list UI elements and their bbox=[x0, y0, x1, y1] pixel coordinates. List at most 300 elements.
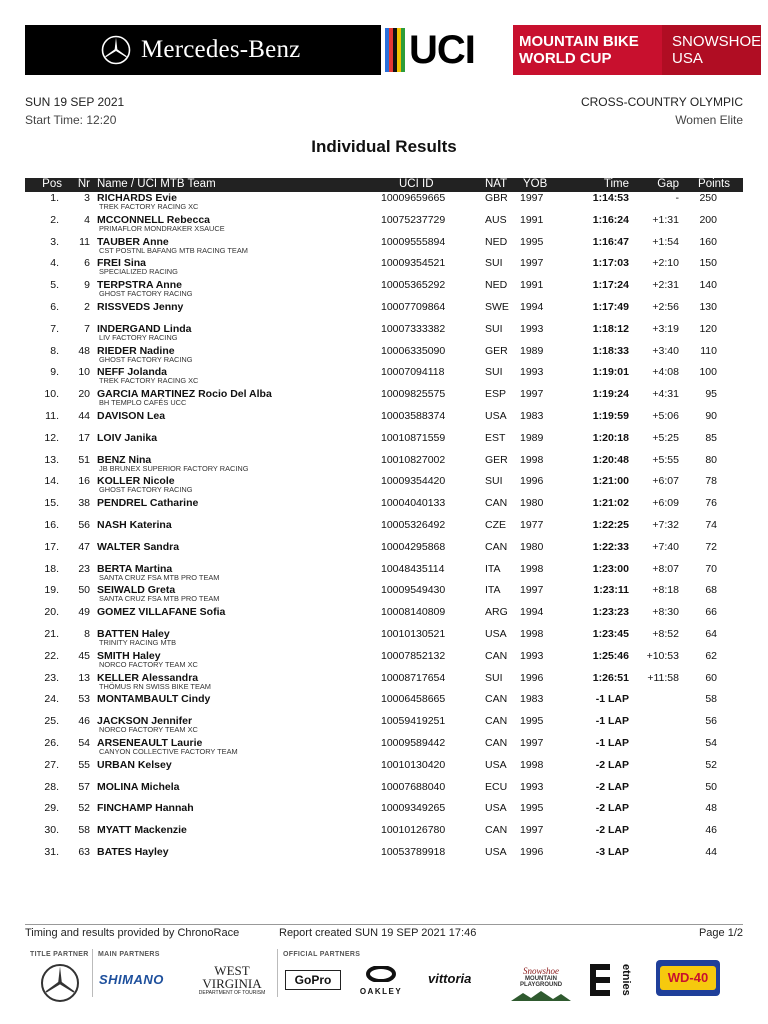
result-pos: 29. bbox=[44, 802, 59, 815]
wd40-logo bbox=[656, 960, 720, 996]
result-gap: +8:52 bbox=[652, 628, 679, 640]
rider-name: KELLER Alessandra bbox=[97, 671, 199, 684]
result-time: -3 LAP bbox=[595, 846, 629, 858]
result-points: 66 bbox=[705, 606, 717, 619]
rider-yob: 1997 bbox=[520, 192, 544, 204]
rider-nationality: CAN bbox=[485, 540, 508, 553]
oakley-ellipse-icon bbox=[366, 966, 396, 982]
result-nr: 49 bbox=[78, 606, 90, 619]
rider-uci-id: 10009589442 bbox=[381, 737, 446, 749]
rider-uci-id: 10010130420 bbox=[381, 758, 446, 771]
result-nr: 11 bbox=[79, 235, 90, 248]
result-gap: +5:25 bbox=[652, 431, 679, 444]
rider-nationality: ITA bbox=[485, 584, 501, 597]
result-pos: 24. bbox=[44, 693, 59, 706]
result-time: 1:21:00 bbox=[592, 475, 629, 488]
result-points: 100 bbox=[699, 366, 717, 379]
table-row bbox=[25, 737, 743, 758]
rider-team: NORCO FACTORY TEAM XC bbox=[99, 725, 198, 735]
result-time: -1 LAP bbox=[595, 715, 629, 728]
rider-name: MYATT Mackenzie bbox=[97, 824, 187, 837]
table-row bbox=[25, 301, 743, 322]
result-time: 1:18:12 bbox=[592, 322, 629, 335]
result-time: -2 LAP bbox=[595, 758, 629, 771]
rider-name: JACKSON Jennifer bbox=[97, 715, 193, 728]
result-nr: 53 bbox=[78, 693, 90, 706]
rider-uci-id: 10048435114 bbox=[381, 562, 445, 575]
table-row bbox=[25, 432, 743, 453]
rider-uci-id: 10007333382 bbox=[381, 322, 446, 335]
rider-name: INDERGAND Linda bbox=[97, 322, 192, 335]
table-row bbox=[25, 628, 743, 649]
result-pos: 16. bbox=[44, 519, 59, 531]
result-time: 1:26:51 bbox=[592, 671, 629, 684]
table-row bbox=[25, 454, 743, 475]
event-line-1: MOUNTAIN BIKE bbox=[519, 33, 639, 50]
rider-team: SANTA CRUZ FSA MTB PRO TEAM bbox=[99, 594, 220, 604]
rider-name: DAVISON Lea bbox=[97, 410, 166, 422]
result-points: 62 bbox=[705, 649, 717, 662]
result-nr: 3 bbox=[84, 192, 90, 204]
result-pos: 20. bbox=[44, 606, 59, 619]
rider-uci-id: 10004040133 bbox=[381, 497, 446, 510]
result-time: 1:17:24 bbox=[592, 279, 629, 292]
result-time: 1:23:23 bbox=[592, 606, 629, 619]
rider-nationality: CAN bbox=[485, 715, 508, 728]
result-nr: 8 bbox=[84, 628, 90, 640]
table-row bbox=[25, 759, 743, 780]
result-time: 1:23:11 bbox=[593, 584, 629, 597]
table-row bbox=[25, 497, 743, 518]
result-pos: 4. bbox=[50, 257, 59, 270]
rider-nationality: ECU bbox=[485, 780, 508, 793]
rider-nationality: CAN bbox=[485, 737, 508, 749]
result-points: 60 bbox=[705, 671, 717, 684]
rider-name: BENZ Nina bbox=[97, 453, 152, 466]
table-row bbox=[25, 584, 743, 605]
result-time: -1 LAP bbox=[595, 737, 629, 749]
result-pos: 12. bbox=[44, 431, 59, 444]
rider-name: FINCHAMP Hannah bbox=[97, 802, 194, 815]
rider-team: SANTA CRUZ FSA MTB PRO TEAM bbox=[99, 572, 220, 582]
rider-team: BH TEMPLO CAFÉS UCC bbox=[99, 398, 187, 408]
rider-yob: 1997 bbox=[520, 257, 544, 270]
rider-yob: 1996 bbox=[520, 671, 544, 684]
result-points: 80 bbox=[705, 453, 717, 466]
header-banner bbox=[25, 25, 762, 75]
col-name: Name / UCI MTB Team bbox=[97, 178, 216, 190]
result-points: 78 bbox=[705, 475, 717, 488]
result-nr: 57 bbox=[78, 780, 90, 793]
table-row bbox=[25, 846, 743, 867]
result-points: 54 bbox=[705, 737, 717, 749]
snowshoe-logo bbox=[505, 966, 577, 1006]
table-row bbox=[25, 279, 743, 300]
result-nr: 13 bbox=[78, 671, 90, 684]
rider-name: RICHARDS Evie bbox=[97, 192, 177, 204]
result-gap: +2:56 bbox=[652, 301, 679, 313]
rider-uci-id: 10009549430 bbox=[381, 584, 446, 597]
title-partner-name: Mercedes-Benz bbox=[141, 36, 301, 63]
result-pos: 18. bbox=[44, 562, 59, 575]
result-gap: +3:40 bbox=[652, 344, 679, 357]
result-nr: 4 bbox=[84, 213, 90, 226]
rider-nationality: EST bbox=[485, 431, 506, 444]
rider-uci-id: 10009659665 bbox=[381, 192, 446, 204]
result-gap: +2:31 bbox=[652, 279, 679, 292]
result-gap: +4:31 bbox=[652, 388, 679, 401]
result-points: 74 bbox=[705, 519, 717, 531]
rider-yob: 1998 bbox=[520, 562, 544, 575]
result-nr: 17 bbox=[78, 431, 90, 444]
rider-nationality: SUI bbox=[485, 475, 503, 488]
result-time: 1:18:33 bbox=[592, 344, 629, 357]
rider-uci-id: 10005326492 bbox=[381, 519, 446, 531]
result-pos: 31. bbox=[44, 846, 59, 858]
rider-team: TRINITY RACING MTB bbox=[99, 638, 177, 647]
mercedes-logo-icon bbox=[40, 963, 80, 1003]
page-number: Page 1/2 bbox=[698, 927, 743, 939]
result-points: 56 bbox=[705, 715, 717, 728]
results-table-header bbox=[25, 178, 743, 192]
result-gap: +10:53 bbox=[646, 649, 679, 662]
result-points: 46 bbox=[705, 824, 717, 837]
col-points: Points bbox=[698, 178, 730, 190]
result-pos: 19. bbox=[44, 584, 59, 597]
rider-nationality: CAN bbox=[485, 824, 508, 837]
result-nr: 23 bbox=[78, 562, 90, 575]
result-gap: +4:08 bbox=[652, 366, 679, 379]
result-time: 1:16:47 bbox=[592, 235, 629, 248]
rider-uci-id: 10009354521 bbox=[381, 257, 446, 270]
result-time: 1:20:48 bbox=[592, 453, 629, 466]
result-time: 1:22:25 bbox=[592, 519, 629, 531]
result-nr: 47 bbox=[78, 540, 90, 553]
rider-uci-id: 10010126780 bbox=[381, 824, 446, 837]
rider-name: PENDREL Catharine bbox=[97, 497, 199, 510]
result-time: 1:17:49 bbox=[592, 301, 629, 313]
timing-credit: Timing and results provided by ChronoRace bbox=[25, 927, 240, 939]
rider-yob: 1998 bbox=[520, 758, 544, 771]
rider-uci-id: 10010130521 bbox=[381, 628, 446, 640]
rider-uci-id: 10007709864 bbox=[381, 301, 446, 313]
result-pos: 28. bbox=[44, 780, 59, 793]
col-uci-id: UCI ID bbox=[399, 178, 434, 190]
rider-team: LIV FACTORY RACING bbox=[99, 332, 178, 342]
table-row bbox=[25, 563, 743, 584]
category: Women Elite bbox=[675, 113, 743, 127]
rider-team: GHOST FACTORY RACING bbox=[99, 354, 193, 364]
rider-uci-id: 10009349265 bbox=[381, 802, 446, 815]
rider-yob: 1989 bbox=[520, 431, 544, 444]
rider-name: TAUBER Anne bbox=[97, 235, 169, 248]
rider-yob: 1995 bbox=[520, 715, 544, 728]
oakley-logo bbox=[352, 966, 410, 996]
result-nr: 63 bbox=[78, 846, 90, 858]
rider-team: JB BRUNEX SUPERIOR FACTORY RACING bbox=[99, 463, 249, 473]
rider-name: TERPSTRA Anne bbox=[97, 279, 182, 292]
rider-nationality: ESP bbox=[485, 388, 507, 401]
result-nr: 54 bbox=[78, 737, 90, 749]
result-nr: 56 bbox=[78, 519, 90, 531]
result-points: 64 bbox=[705, 628, 717, 640]
result-nr: 9 bbox=[84, 279, 90, 292]
result-time: -1 LAP bbox=[595, 693, 629, 706]
result-nr: 10 bbox=[78, 366, 90, 379]
rider-team: GHOST FACTORY RACING bbox=[99, 289, 193, 299]
vittoria-logo: vittoria bbox=[428, 971, 472, 986]
rider-uci-id: 10008717654 bbox=[381, 671, 446, 684]
rider-nationality: CAN bbox=[485, 497, 508, 510]
result-points: 76 bbox=[705, 497, 717, 510]
venue-line-1: SNOWSHOE bbox=[672, 33, 762, 50]
rider-uci-id: 10010827002 bbox=[381, 453, 446, 466]
rider-name: BATES Hayley bbox=[97, 846, 169, 858]
result-points: 110 bbox=[700, 344, 717, 357]
title-partner-banner bbox=[25, 25, 381, 75]
result-gap: +5:06 bbox=[652, 410, 679, 422]
result-points: 120 bbox=[699, 322, 717, 335]
result-pos: 14. bbox=[44, 475, 59, 488]
rider-yob: 1977 bbox=[520, 519, 544, 531]
table-row bbox=[25, 824, 743, 845]
snowshoe-line-1: Snowshoe bbox=[523, 966, 559, 976]
rider-yob: 1996 bbox=[520, 846, 544, 858]
rider-name: NEFF Jolanda bbox=[97, 366, 168, 379]
result-pos: 22. bbox=[44, 649, 59, 662]
result-nr: 48 bbox=[78, 344, 90, 357]
table-row bbox=[25, 236, 743, 257]
rider-name: WALTER Sandra bbox=[97, 540, 180, 553]
result-time: 1:23:00 bbox=[592, 562, 629, 575]
result-points: 50 bbox=[705, 780, 717, 793]
page-title: Individual Results bbox=[311, 137, 457, 156]
rider-yob: 1997 bbox=[520, 737, 544, 749]
result-time: 1:21:02 bbox=[592, 497, 629, 510]
rider-uci-id: 10059419251 bbox=[381, 715, 446, 728]
result-pos: 15. bbox=[44, 497, 59, 510]
rider-yob: 1994 bbox=[520, 301, 544, 313]
result-pos: 26. bbox=[44, 737, 59, 749]
title-partner-label: TITLE PARTNER bbox=[30, 951, 89, 958]
result-pos: 6. bbox=[50, 301, 59, 313]
rider-nationality: USA bbox=[485, 802, 507, 815]
table-row bbox=[25, 606, 743, 627]
mercedes-star-icon bbox=[101, 35, 131, 65]
result-time: 1:19:24 bbox=[592, 388, 629, 401]
result-time: 1:20:18 bbox=[592, 431, 629, 444]
result-pos: 25. bbox=[44, 715, 59, 728]
rider-name: MCCONNELL Rebecca bbox=[97, 213, 210, 226]
table-row bbox=[25, 475, 743, 496]
wv-line-1: WEST bbox=[214, 963, 250, 978]
rider-nationality: USA bbox=[485, 628, 507, 640]
result-nr: 45 bbox=[78, 649, 90, 662]
rider-uci-id: 10053789918 bbox=[381, 846, 446, 858]
report-created: Report created SUN 19 SEP 2021 17:46 bbox=[279, 927, 477, 939]
wv-line-3: DEPARTMENT OF TOURISM bbox=[198, 990, 266, 996]
etnies-text: etnies bbox=[620, 964, 632, 996]
rider-yob: 1996 bbox=[520, 475, 544, 488]
rider-yob: 1995 bbox=[520, 235, 544, 248]
rider-yob: 1989 bbox=[520, 344, 544, 357]
result-pos: 2. bbox=[50, 213, 59, 226]
result-points: 44 bbox=[705, 846, 717, 858]
rider-nationality: SWE bbox=[485, 301, 509, 313]
rider-yob: 1994 bbox=[520, 606, 544, 619]
rider-uci-id: 10075237729 bbox=[381, 213, 446, 226]
col-nr: Nr bbox=[77, 178, 90, 190]
result-pos: 11. bbox=[45, 410, 59, 422]
rider-name: BATTEN Haley bbox=[97, 628, 170, 640]
race-date: SUN 19 SEP 2021 bbox=[25, 95, 125, 109]
result-pos: 30. bbox=[44, 824, 59, 837]
rider-team: NORCO FACTORY TEAM XC bbox=[99, 659, 198, 669]
rider-team: THÖMUS RN SWISS BIKE TEAM bbox=[99, 681, 211, 691]
rider-yob: 1997 bbox=[520, 584, 544, 597]
rider-name: URBAN Kelsey bbox=[97, 758, 172, 771]
rider-nationality: USA bbox=[485, 846, 507, 858]
rider-uci-id: 10005365292 bbox=[381, 279, 446, 292]
result-nr: 46 bbox=[78, 715, 90, 728]
result-nr: 2 bbox=[84, 301, 90, 313]
rider-nationality: SUI bbox=[485, 671, 503, 684]
result-points: 95 bbox=[705, 388, 717, 401]
rider-team: GHOST FACTORY RACING bbox=[99, 485, 193, 495]
etnies-logo bbox=[590, 962, 642, 998]
result-time: 1:23:45 bbox=[592, 628, 629, 640]
rider-name: KOLLER Nicole bbox=[97, 475, 175, 488]
footer-divider bbox=[25, 924, 743, 925]
result-gap: +11:58 bbox=[647, 671, 679, 684]
col-yob: YOB bbox=[523, 178, 548, 190]
col-gap: Gap bbox=[657, 178, 679, 190]
result-time: 1:19:59 bbox=[592, 410, 629, 422]
rider-yob: 1980 bbox=[520, 540, 544, 553]
rider-yob: 1998 bbox=[520, 453, 544, 466]
rider-name: LOIV Janika bbox=[97, 431, 158, 444]
rider-yob: 1991 bbox=[520, 279, 544, 292]
result-pos: 17. bbox=[44, 540, 59, 553]
result-points: 90 bbox=[705, 410, 717, 422]
rider-nationality: USA bbox=[485, 410, 507, 422]
official-partners-label: OFFICIAL PARTNERS bbox=[283, 951, 361, 958]
rider-name: RISSVEDS Jenny bbox=[97, 301, 184, 313]
event-name bbox=[513, 25, 662, 75]
rider-nationality: GER bbox=[485, 344, 508, 357]
result-nr: 6 bbox=[84, 257, 90, 270]
result-pos: 9. bbox=[50, 366, 59, 379]
wv-line-2: VIRGINIA bbox=[202, 976, 262, 991]
table-row bbox=[25, 802, 743, 823]
table-row bbox=[25, 345, 743, 366]
result-nr: 52 bbox=[78, 802, 90, 815]
result-nr: 16 bbox=[78, 475, 90, 488]
rider-uci-id: 10008140809 bbox=[381, 606, 446, 619]
rider-nationality: ITA bbox=[485, 562, 501, 575]
result-points: 68 bbox=[705, 584, 717, 597]
result-gap: +7:40 bbox=[652, 540, 679, 553]
rider-name: MONTAMBAULT Cindy bbox=[97, 693, 211, 706]
rider-yob: 1983 bbox=[520, 693, 544, 706]
result-gap: +6:09 bbox=[652, 497, 679, 510]
result-gap: +1:31 bbox=[652, 213, 679, 226]
rider-name: SEIWALD Greta bbox=[97, 584, 176, 597]
result-points: 130 bbox=[699, 301, 717, 313]
table-row bbox=[25, 519, 743, 540]
oakley-text: OAKLEY bbox=[359, 987, 403, 996]
rider-nationality: NED bbox=[485, 235, 508, 248]
rider-name: BERTA Martina bbox=[97, 562, 173, 575]
result-time: 1:14:53 bbox=[592, 192, 629, 204]
result-gap: +5:55 bbox=[652, 453, 679, 466]
result-time: -2 LAP bbox=[595, 802, 629, 815]
result-points: 200 bbox=[699, 213, 717, 226]
rider-nationality: SUI bbox=[485, 366, 503, 379]
uci-logo-text: UCI bbox=[409, 27, 475, 72]
result-points: 150 bbox=[699, 257, 717, 270]
rider-uci-id: 10006458665 bbox=[381, 693, 446, 706]
rider-yob: 1993 bbox=[520, 366, 544, 379]
result-gap: +3:19 bbox=[652, 322, 679, 335]
result-gap: +2:10 bbox=[652, 257, 679, 270]
table-row bbox=[25, 781, 743, 802]
result-time: -2 LAP bbox=[595, 824, 629, 837]
table-row bbox=[25, 650, 743, 671]
result-time: 1:19:01 bbox=[592, 366, 629, 379]
result-nr: 44 bbox=[78, 410, 90, 422]
rider-yob: 1980 bbox=[520, 497, 544, 510]
rider-name: GOMEZ VILLAFANE Sofia bbox=[97, 606, 226, 619]
result-pos: 23. bbox=[44, 671, 59, 684]
result-points: 72 bbox=[705, 540, 717, 553]
snowshoe-line-2: MOUNTAIN PLAYGROUND bbox=[519, 976, 563, 988]
rider-name: GARCIA MARTINEZ Rocio Del Alba bbox=[97, 388, 272, 401]
rider-nationality: CAN bbox=[485, 693, 508, 706]
result-time: 1:25:46 bbox=[592, 649, 629, 662]
result-gap: +7:32 bbox=[652, 519, 679, 531]
result-gap: +1:54 bbox=[652, 235, 679, 248]
result-points: 250 bbox=[699, 192, 717, 204]
rider-uci-id: 10009825575 bbox=[381, 388, 446, 401]
rider-name: MOLINA Michela bbox=[97, 780, 180, 793]
col-nat: NAT bbox=[485, 178, 508, 190]
table-row bbox=[25, 541, 743, 562]
result-nr: 58 bbox=[78, 824, 90, 837]
table-row bbox=[25, 672, 743, 693]
rider-name: RIEDER Nadine bbox=[97, 344, 175, 357]
rider-uci-id: 10010871559 bbox=[381, 431, 446, 444]
result-nr: 7 bbox=[84, 322, 90, 335]
rider-yob: 1995 bbox=[520, 802, 544, 815]
result-gap: +6:07 bbox=[652, 475, 679, 488]
table-row bbox=[25, 192, 743, 213]
event-venue bbox=[662, 25, 761, 75]
result-pos: 8. bbox=[50, 344, 59, 357]
rider-uci-id: 10006335090 bbox=[381, 344, 446, 357]
partner-divider bbox=[277, 949, 278, 997]
uci-rainbow-stripes bbox=[385, 28, 405, 72]
venue-line-2: USA bbox=[672, 50, 703, 67]
rider-nationality: GER bbox=[485, 453, 508, 466]
result-points: 85 bbox=[705, 431, 717, 444]
rider-yob: 1991 bbox=[520, 213, 544, 226]
rider-nationality: USA bbox=[485, 758, 507, 771]
rider-nationality: SUI bbox=[485, 322, 503, 335]
rider-nationality: CZE bbox=[485, 519, 506, 531]
rider-uci-id: 10003588374 bbox=[381, 410, 446, 422]
result-nr: 51 bbox=[78, 453, 90, 466]
